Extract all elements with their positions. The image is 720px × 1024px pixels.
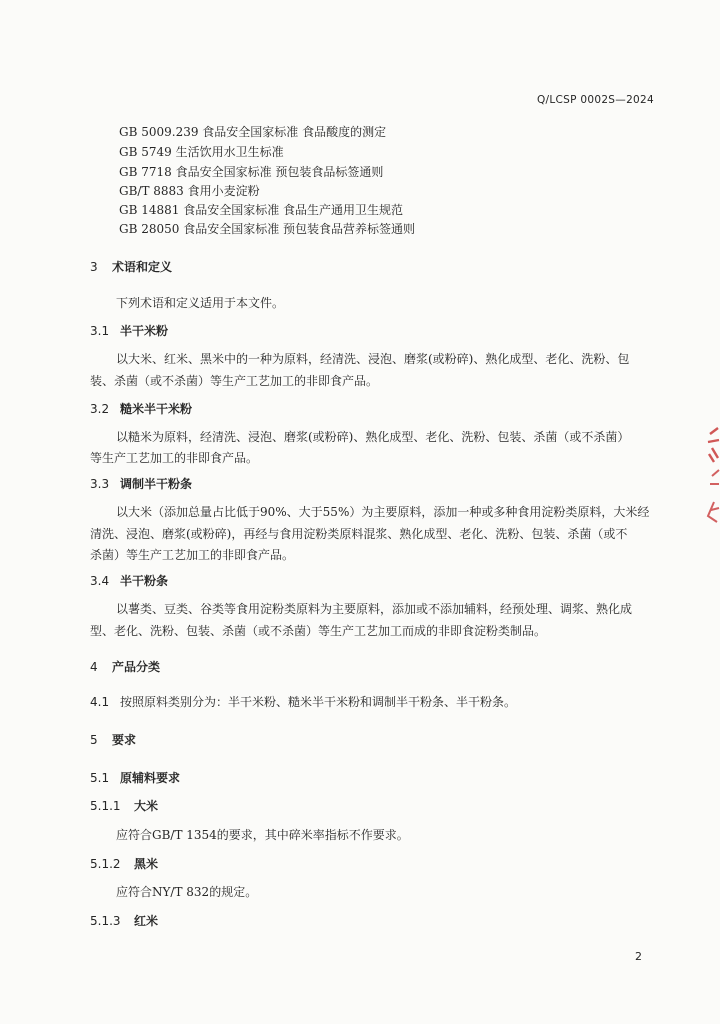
clause-5-1-1-heading bbox=[90, 797, 158, 814]
reference-gb-7718: GB 7718 食品安全国家标准 预包装食品标签通则 bbox=[119, 165, 384, 179]
document-id: Q/LCSP 0002S—2024 bbox=[536, 94, 654, 106]
clause-title: 红米 bbox=[134, 914, 159, 928]
clause-3-4-heading bbox=[90, 572, 168, 589]
clause-3-4-text-line-1: 以薯类、豆类、谷类等食用淀粉类原料为主要原料，添加或不添加辅料，经预处理、调浆、熟化成 bbox=[116, 602, 633, 616]
clause-title: 半干粉条 bbox=[120, 574, 169, 588]
clause-5-1-3-heading bbox=[90, 912, 158, 929]
clause-number: 5.1.2 bbox=[90, 857, 121, 871]
section-title: 要求 bbox=[112, 733, 137, 747]
clause-number: 4.1 bbox=[90, 695, 110, 709]
clause-5-1-2-heading bbox=[90, 855, 158, 872]
clause-number: 3.3 bbox=[90, 477, 110, 491]
clause-3-2-text-line-2: 等生产工艺加工的非即食产品。 bbox=[90, 451, 259, 465]
clause-3-3-text-line-2: 清洗、浸泡、磨浆(或粉碎)，再经与食用淀粉类原料混浆、熟化成型、老化、洗粉、包装、杀菌（或不 bbox=[90, 527, 628, 541]
clause-3-2-heading bbox=[90, 400, 192, 417]
reference-gbt-8883: GB/T 8883 食用小麦淀粉 bbox=[119, 184, 260, 198]
clause-4-1 bbox=[90, 693, 516, 710]
clause-title: 黑米 bbox=[134, 857, 159, 871]
clause-5-1-2-text: 应符合NY/T 832的规定。 bbox=[116, 885, 258, 899]
clause-title: 原辅料要求 bbox=[120, 771, 181, 785]
reference-gb-28050: GB 28050 食品安全国家标准 预包装食品营养标签通则 bbox=[119, 222, 416, 236]
clause-number: 5.1.1 bbox=[90, 799, 121, 813]
clause-3-3-text-line-3: 杀菌）等生产工艺加工的非即食产品。 bbox=[90, 548, 295, 562]
reference-gb-5009-239: GB 5009.239 食品安全国家标准 食品酸度的测定 bbox=[119, 125, 387, 139]
clause-3-3-heading bbox=[90, 475, 192, 492]
clause-text: 按照原料类别分为：半干米粉、糙米半干米粉和调制半干粉条、半干粉条。 bbox=[120, 695, 517, 709]
section-title: 术语和定义 bbox=[112, 260, 173, 274]
section-number: 4 bbox=[90, 660, 98, 674]
section-3-intro: 下列术语和定义适用于本文件。 bbox=[116, 296, 285, 310]
clause-3-4-text-line-2: 型、老化、洗粉、包装、杀菌（或不杀菌）等生产工艺加工而成的非即食淀粉类制品。 bbox=[90, 624, 547, 638]
partial-seal-stamp bbox=[702, 418, 720, 718]
clause-3-3-text-line-1: 以大米（添加总量占比低于90%、大于55%）为主要原料，添加一种或多种食用淀粉类原料，大米经 bbox=[116, 505, 650, 519]
section-number: 5 bbox=[90, 733, 98, 747]
clause-number: 3.1 bbox=[90, 324, 110, 338]
clause-number: 5.1.3 bbox=[90, 914, 121, 928]
clause-3-2-text-line-1: 以糙米为原料，经清洗、浸泡、磨浆(或粉碎)、熟化成型、老化、洗粉、包装、杀菌（或不杀菌） bbox=[116, 430, 630, 444]
reference-gb-5749: GB 5749 生活饮用水卫生标准 bbox=[119, 145, 284, 159]
clause-3-1-heading bbox=[90, 322, 168, 339]
clause-title: 半干米粉 bbox=[120, 324, 169, 338]
clause-5-1-1-text: 应符合GB/T 1354的要求，其中碎米率指标不作要求。 bbox=[116, 828, 409, 842]
reference-gb-14881: GB 14881 食品安全国家标准 食品生产通用卫生规范 bbox=[119, 203, 404, 217]
clause-3-1-text-line-1: 以大米、红米、黑米中的一种为原料，经清洗、浸泡、磨浆(或粉碎)、熟化成型、老化、洗粉、包 bbox=[116, 352, 630, 366]
clause-number: 3.2 bbox=[90, 402, 110, 416]
section-5-heading bbox=[90, 731, 136, 748]
section-4-heading bbox=[90, 658, 160, 675]
clause-title: 调制半干粉条 bbox=[120, 477, 193, 491]
section-3-heading bbox=[90, 258, 172, 275]
clause-title: 糙米半干米粉 bbox=[120, 402, 193, 416]
clause-3-1-text-line-2: 装、杀菌（或不杀菌）等生产工艺加工的非即食产品。 bbox=[90, 374, 379, 388]
section-number: 3 bbox=[90, 260, 98, 274]
clause-number: 3.4 bbox=[90, 574, 110, 588]
page-number: 2 bbox=[635, 950, 642, 963]
clause-5-1-heading bbox=[90, 769, 180, 786]
clause-number: 5.1 bbox=[90, 771, 110, 785]
section-title: 产品分类 bbox=[112, 660, 161, 674]
clause-title: 大米 bbox=[134, 799, 159, 813]
